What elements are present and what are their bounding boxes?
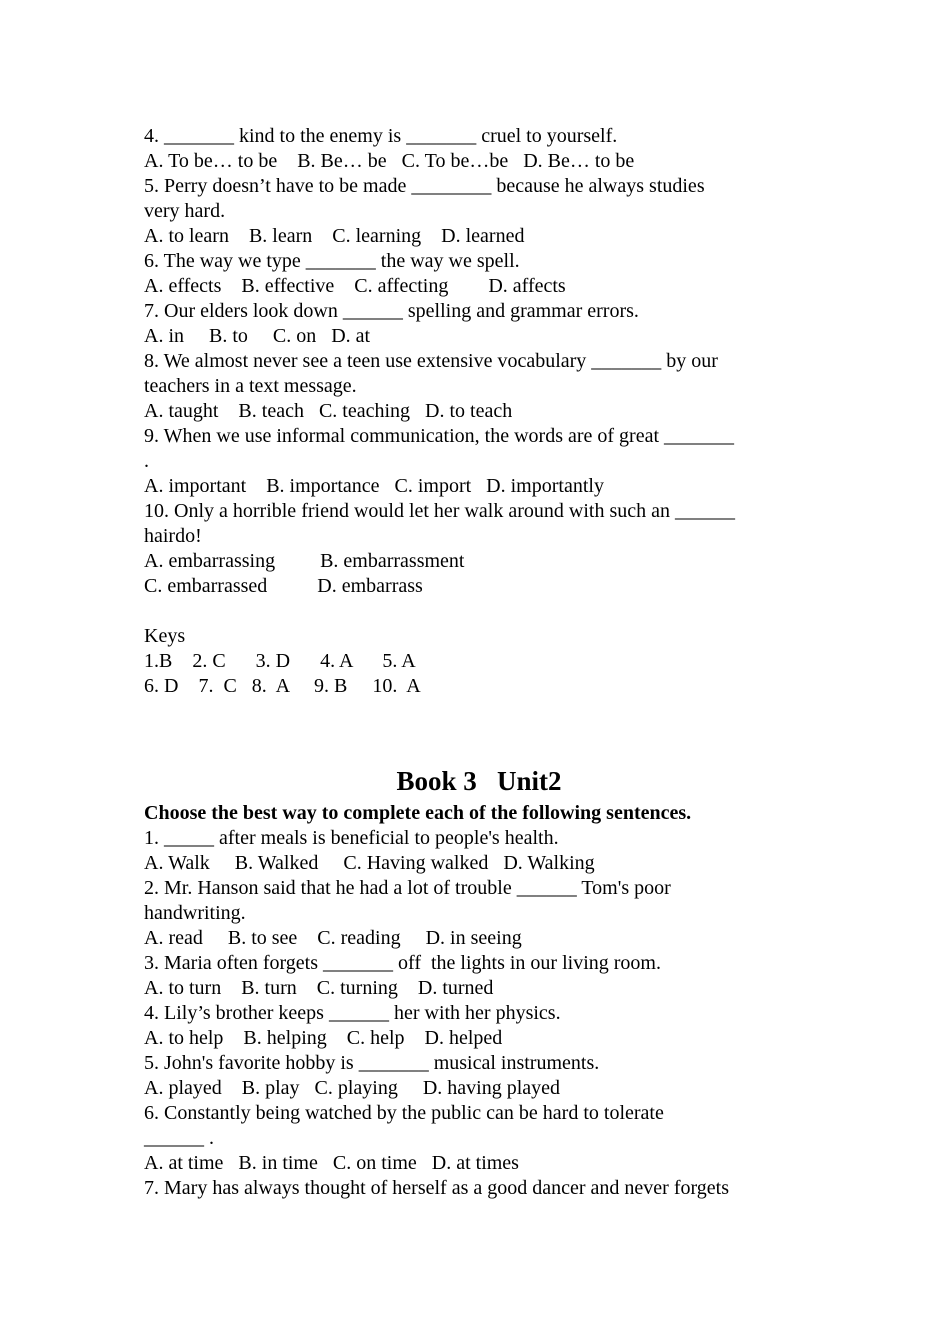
question-7-options: A. in B. to C. on D. at — [144, 325, 371, 347]
u2-question-2-options: A. read B. to see C. reading D. in seeing — [144, 927, 522, 949]
question-9-text: 9. When we use informal communication, the words are of great _______ — [144, 425, 735, 447]
question-4-options: A. To be… to be B. Be… be C. To be…be D. Be… to be — [144, 150, 635, 172]
question-5-options: A. to learn B. learn C. learning D. learned — [144, 225, 525, 247]
document-page — [144, 124, 814, 1201]
spacer — [144, 599, 814, 624]
question-4-text: 4. _______ kind to the enemy is _______ cruel to yourself. — [144, 125, 618, 147]
section-gap — [144, 699, 814, 763]
keys-row-1: 1.B 2. C 3. D 4. A 5. A — [144, 650, 416, 672]
u2-question-7-text: 7. Mary has always thought of herself as a good dancer and never forgets — [144, 1177, 729, 1199]
keys-title: Keys — [144, 625, 186, 647]
question-7-text: 7. Our elders look down ______ spelling and grammar errors. — [144, 300, 639, 322]
question-5-text-cont: very hard. — [144, 200, 226, 222]
u2-question-2-text: 2. Mr. Hanson said that he had a lot of trouble ______ Tom's poor — [144, 877, 671, 899]
question-9-options: A. important B. importance C. import D. importantly — [144, 475, 604, 497]
u2-question-4-options: A. to help B. helping C. help D. helped — [144, 1027, 503, 1049]
exercise-block-continued — [144, 124, 814, 599]
u2-question-6-options: A. at time B. in time C. on time D. at times — [144, 1152, 519, 1174]
keys-row-2: 6. D 7. C 8. A 9. B 10. A — [144, 675, 421, 697]
u2-question-5-text: 5. John's favorite hobby is _______ musical instruments. — [144, 1052, 600, 1074]
question-9-text-cont: . — [144, 450, 149, 472]
u2-question-4-text: 4. Lily’s brother keeps ______ her with her physics. — [144, 1002, 561, 1024]
u2-question-6-text: 6. Constantly being watched by the public can be hard to tolerate — [144, 1102, 664, 1124]
question-6-text: 6. The way we type _______ the way we spell. — [144, 250, 520, 272]
u2-question-3-options: A. to turn B. turn C. turning D. turned — [144, 977, 494, 999]
exercise-block-unit2 — [144, 763, 814, 1201]
question-8-text-cont: teachers in a text message. — [144, 375, 357, 397]
u2-question-1-text: 1. _____ after meals is beneficial to people's health. — [144, 827, 559, 849]
u2-question-5-options: A. played B. play C. playing D. having played — [144, 1077, 561, 1099]
u2-question-2-text-cont: handwriting. — [144, 902, 246, 924]
question-10-options-row-2: C. embarrassed D. embarrass — [144, 575, 423, 597]
question-6-options: A. effects B. effective C. affecting D. affects — [144, 275, 566, 297]
section-heading: Book 3 Unit2 — [396, 766, 562, 796]
u2-question-1-options: A. Walk B. Walked C. Having walked D. Walking — [144, 852, 595, 874]
question-10-text: 10. Only a horrible friend would let her walk around with such an ______ — [144, 500, 735, 522]
instruction-text: Choose the best way to complete each of the following sentences. — [144, 802, 692, 824]
question-8-options: A. taught B. teach C. teaching D. to teach — [144, 400, 513, 422]
question-8-text: 8. We almost never see a teen use extensive vocabulary _______ by our — [144, 350, 718, 372]
answer-keys — [144, 624, 814, 699]
question-10-text-cont: hairdo! — [144, 525, 202, 547]
question-5-text: 5. Perry doesn’t have to be made ________ because he always studies — [144, 175, 705, 197]
u2-question-6-text-cont: ______ . — [144, 1127, 214, 1149]
question-10-options-row-1: A. embarrassing B. embarrassment — [144, 550, 465, 572]
u2-question-3-text: 3. Maria often forgets _______ off the lights in our living room. — [144, 952, 661, 974]
